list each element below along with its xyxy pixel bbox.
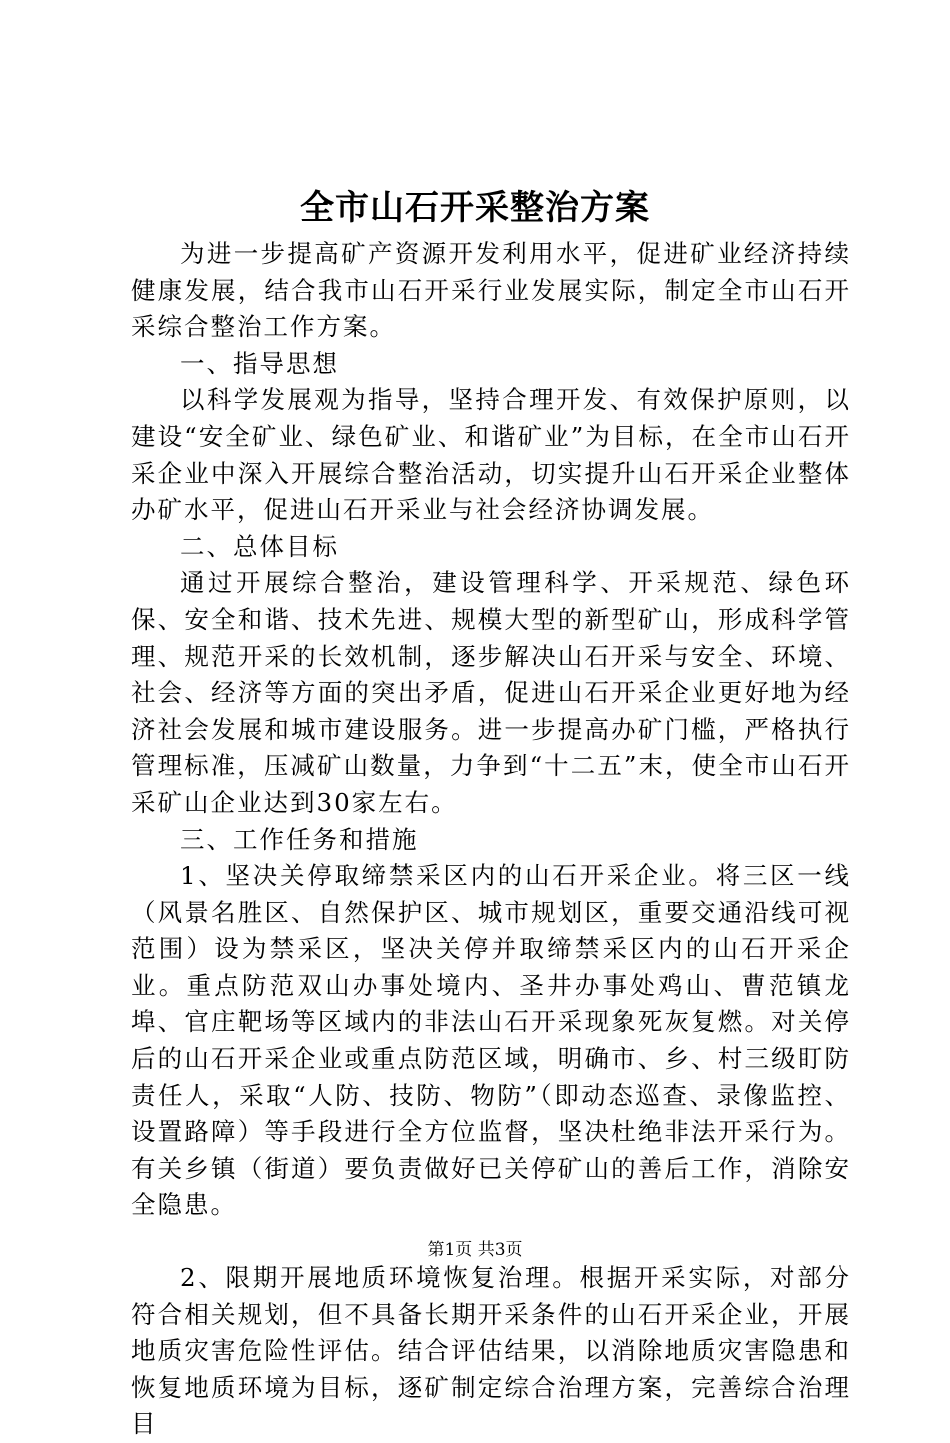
task-1-paragraph: 1、坚决关停取缔禁采区内的山石开采企业。将三区一线（风景名胜区、自然保护区、城市规划区，重要交通沿线可视范围）设为禁采区，坚决关停并取缔禁采区内的山石开采企业。重点防范双山办事处境内、圣井办事处鸡山、曹范镇龙埠、官庄靶场等区域内的非法山石开采现象死灰复燃。对关停后的山石开采企业或重点防范区域，明确市、乡、村三级盯防责任人，采取“人防、技防、物防”（即动态巡查、录像监控、设置路障）等手段进行全方位监督，坚决杜绝非法开采行为。有关乡镇（街道）要负责做好已关停矿山的善后工作，消除安全隐患。 (131, 861, 851, 1220)
intro-paragraph: 为进一步提高矿产资源开发利用水平，促进矿业经济持续健康发展，结合我市山石开采行业发展实际，制定全市山石开采综合整治工作方案。 (131, 239, 851, 342)
page-number-footer: 第1页 共3页 (427, 1240, 523, 1260)
guiding-ideology-paragraph: 以科学发展观为指导，坚持合理开发、有效保护原则，以建设“安全矿业、绿色矿业、和谐矿业”为目标，在全市山石开采企业中深入开展综合整治活动，切实提升山石开采企业整体办矿水平，促进山石开采业与社会经济协调发展。 (131, 385, 851, 525)
section-heading-overall-goals: 二、总体目标 (180, 531, 339, 561)
document-title: 全市山石开采整治方案 (300, 188, 650, 228)
overall-goals-paragraph: 通过开展综合整治，建设管理科学、开采规范、绿色环保、安全和谐、技术先进、规模大型的新型矿山，形成科学管理、规范开采的长效机制，逐步解决山石开采与安全、环境、社会、经济等方面的突出矛盾，促进山石开采企业更好地为经济社会发展和城市建设服务。进一步提高办矿门槛，严格执行管理标准，压减矿山数量，力争到“十二五”末，使全市山石开采矿山企业达到30家左右。 (131, 568, 851, 817)
section-heading-guiding-ideology: 一、指导思想 (180, 348, 339, 378)
task-2-paragraph: 2、限期开展地质环境恢复治理。根据开采实际，对部分符合相关规划，但不具备长期开采条件的山石开采企业，开展地质灾害危险性评估。结合评估结果，以消除地质灾害隐患和恢复地质环境为目标，逐矿制定综合治理方案，完善综合治理目 (131, 1263, 851, 1439)
section-heading-tasks-measures: 三、工作任务和措施 (180, 824, 419, 854)
